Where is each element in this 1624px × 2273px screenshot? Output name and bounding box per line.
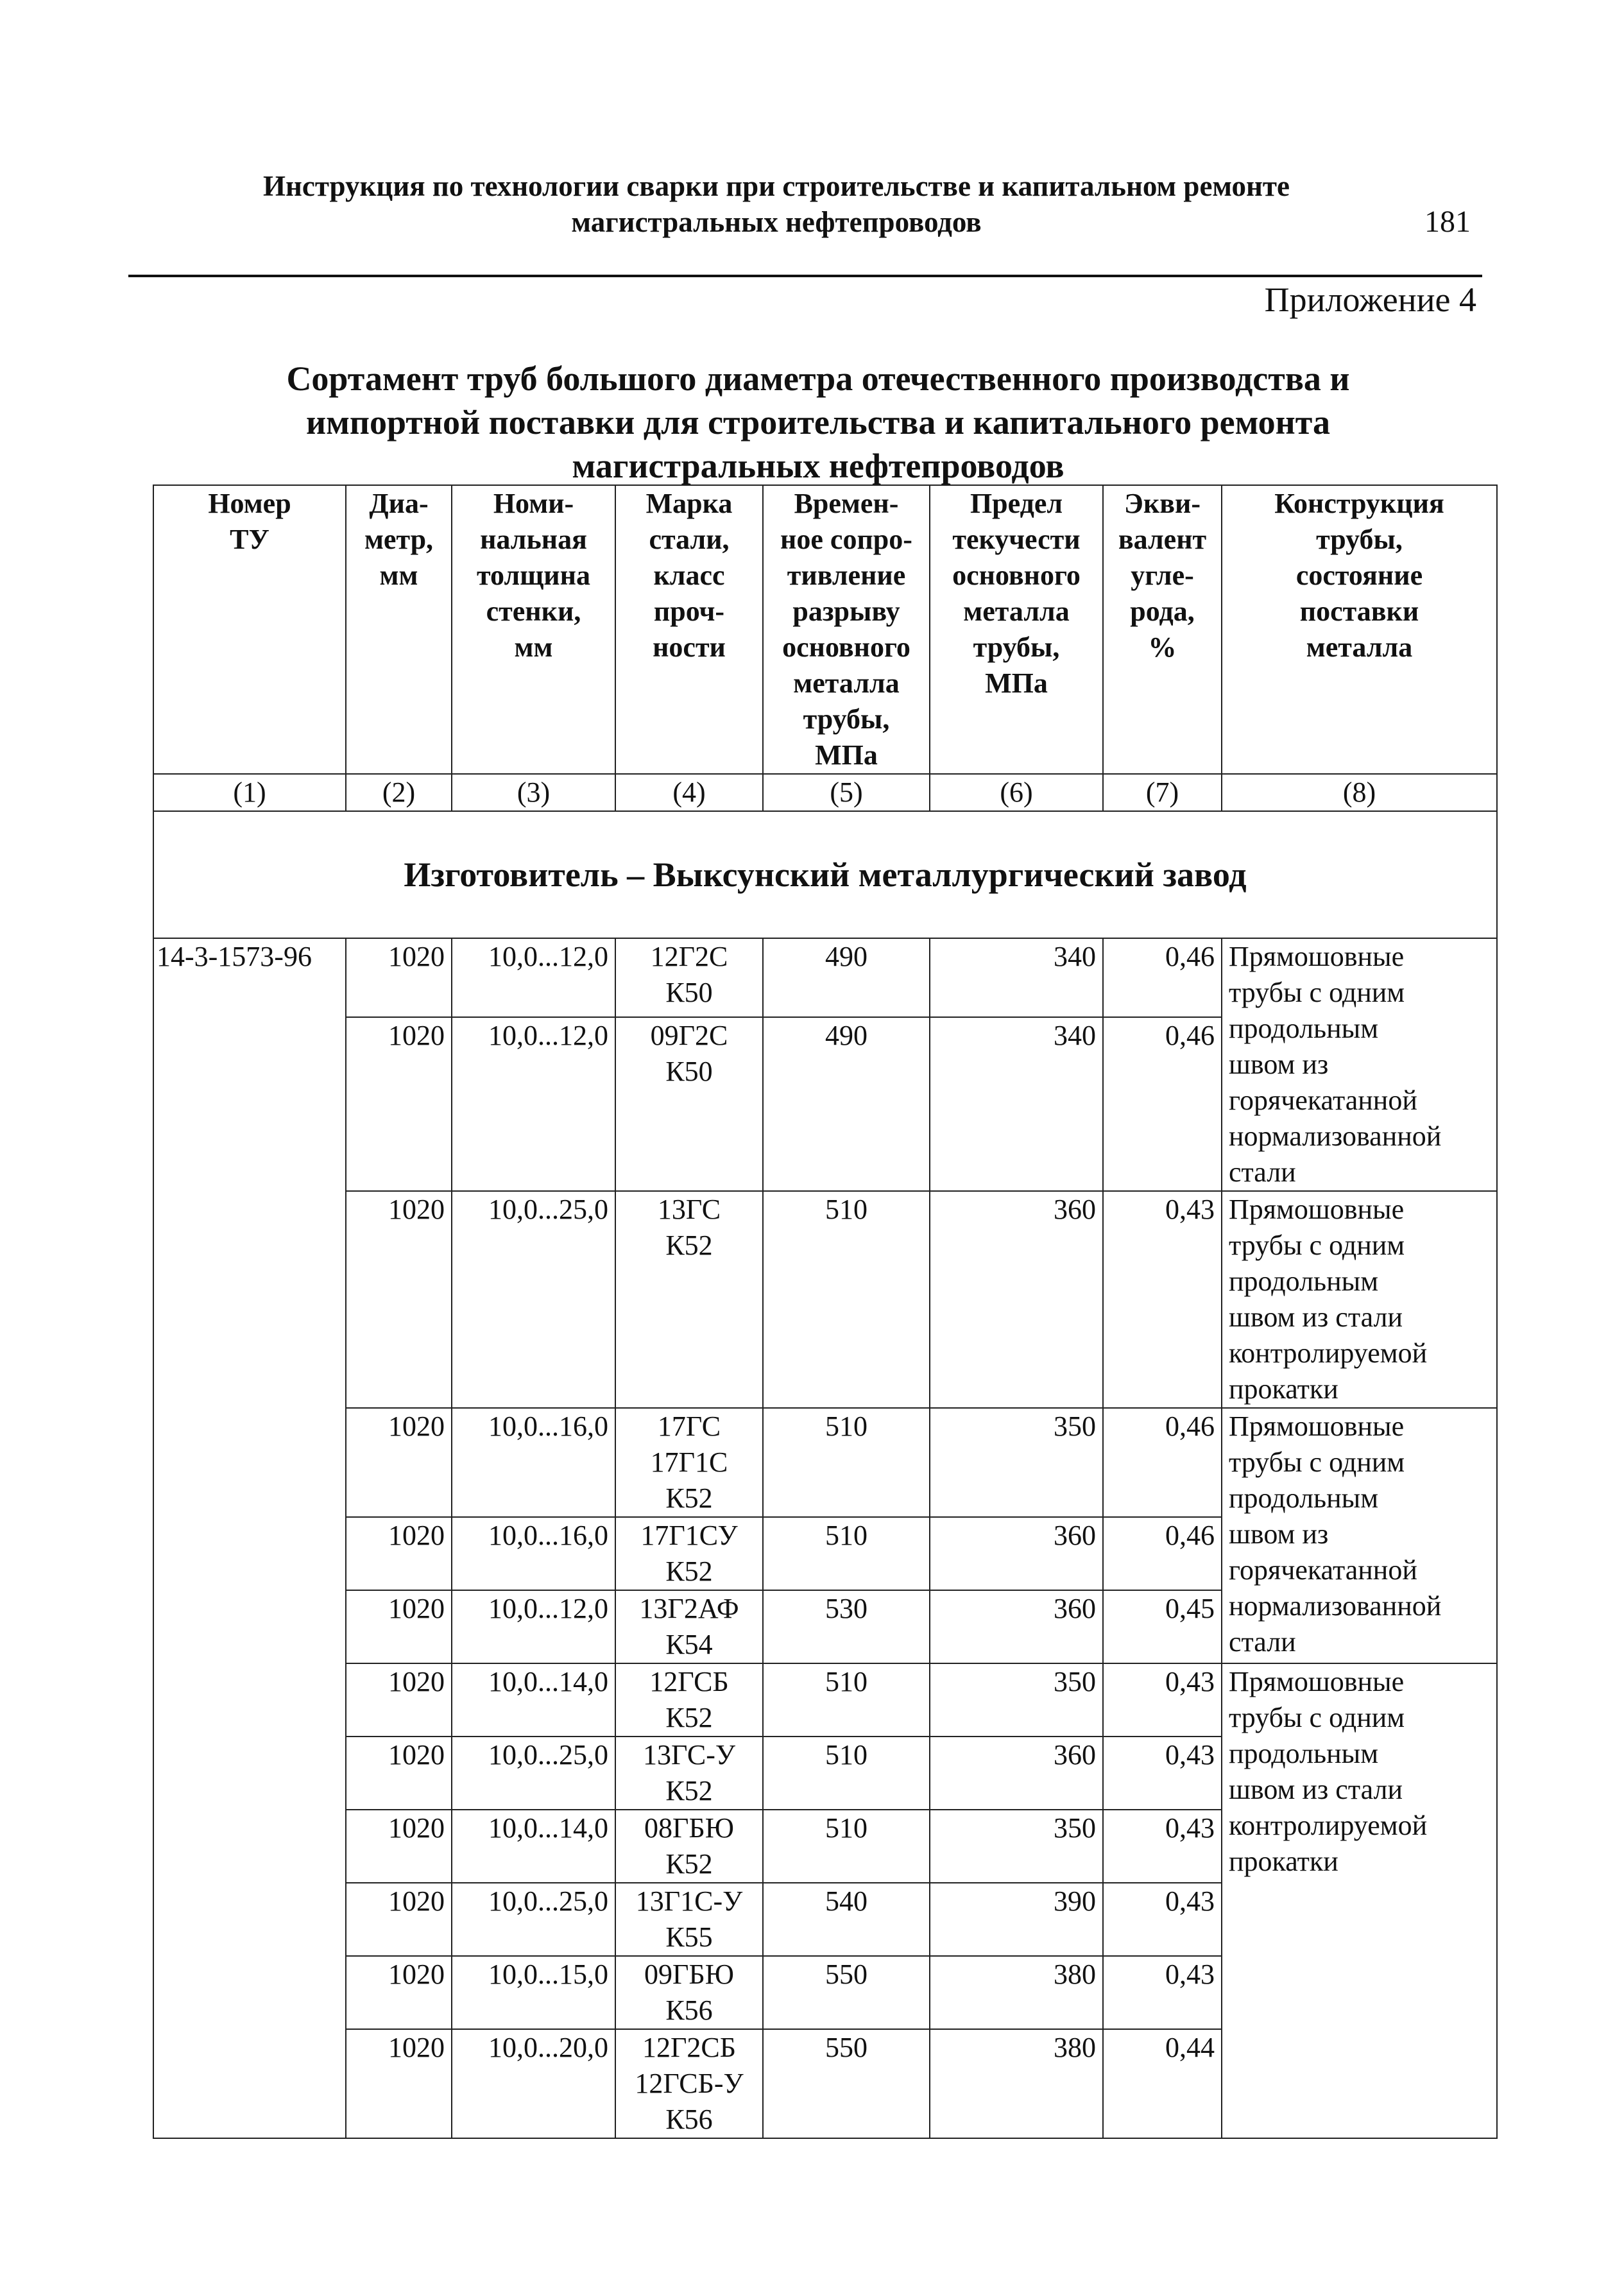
pipe-construction-line: трубы с одним — [1229, 1446, 1405, 1478]
running-header-line-1: Инструкция по технологии сварки при строительстве и капитальном ремонте — [262, 170, 1290, 202]
carbon-equivalent-cell: 0,43 — [1103, 1737, 1222, 1810]
thickness-cell: 10,0...12,0 — [452, 1590, 615, 1663]
yield-strength-cell: 360 — [930, 1737, 1103, 1810]
steel-grade-line: К50 — [665, 977, 713, 1008]
carbon-equivalent-cell: 0,43 — [1103, 1191, 1222, 1408]
thickness-cell: 10,0...25,0 — [452, 1883, 615, 1956]
pipe-construction-cell — [1222, 1408, 1497, 1663]
tu-number: 14-3-1573-96 — [153, 938, 346, 2138]
pipe-construction-line: стали — [1229, 1626, 1296, 1658]
pipe-construction-cell — [1222, 1191, 1497, 1408]
steel-grade-line: К55 — [665, 1921, 713, 1953]
steel-grade-cell — [615, 1408, 763, 1517]
pipe-construction-line: трубы с одним — [1229, 1702, 1405, 1733]
steel-grade-cell — [615, 1517, 763, 1590]
tensile-strength-cell: 550 — [763, 2029, 930, 2138]
page-number: 181 — [1424, 205, 1471, 239]
column-header-line: Номи- — [493, 488, 574, 519]
thickness-cell: 10,0...14,0 — [452, 1810, 615, 1883]
pipe-construction-line: продольным — [1229, 1482, 1379, 1514]
yield-strength-cell: 360 — [930, 1191, 1103, 1408]
table-body — [153, 938, 1497, 2138]
tensile-strength-cell: 510 — [763, 1663, 930, 1737]
column-header — [1222, 485, 1497, 774]
column-header-line: Диа- — [369, 488, 429, 519]
column-number: (3) — [452, 774, 615, 811]
column-header — [1103, 485, 1222, 774]
carbon-equivalent-cell: 0,46 — [1103, 1408, 1222, 1517]
diameter-cell: 1020 — [346, 1883, 452, 1956]
column-header — [763, 485, 930, 774]
column-header-line: основного — [952, 560, 1081, 591]
steel-grade-line: 12Г2С — [650, 941, 728, 972]
pipe-construction-line: швом из стали — [1229, 1301, 1403, 1333]
diameter-cell: 1020 — [346, 1590, 452, 1663]
column-header-line: метр, — [364, 524, 434, 555]
pipe-construction-line: горячекатанной — [1229, 1085, 1417, 1116]
table-row — [153, 938, 1497, 1017]
column-header-line: класс — [653, 560, 725, 591]
pipe-assortment-table — [153, 485, 1498, 2139]
pipe-construction-cell — [1222, 938, 1497, 1191]
tensile-strength-cell: 530 — [763, 1590, 930, 1663]
column-header-line: проч- — [653, 596, 725, 627]
pipe-construction-line: нормализованной — [1229, 1120, 1442, 1152]
column-header-line: тивление — [787, 560, 906, 591]
steel-grade-cell — [615, 1883, 763, 1956]
steel-grade-line: 12ГСБ-У — [635, 2068, 744, 2099]
steel-grade-cell — [615, 2029, 763, 2138]
carbon-equivalent-cell: 0,43 — [1103, 1883, 1222, 1956]
steel-grade-cell — [615, 1737, 763, 1810]
yield-strength-cell: 350 — [930, 1810, 1103, 1883]
column-header-line: нальная — [480, 524, 587, 555]
pipe-construction-line: контролируемой — [1229, 1337, 1428, 1369]
pipe-construction-line: швом из стали — [1229, 1774, 1403, 1805]
steel-grade-cell — [615, 1191, 763, 1408]
manufacturer-row — [153, 811, 1497, 938]
manufacturer-label: Изготовитель – Выксунский металлургический завод — [153, 811, 1497, 938]
document-title — [192, 357, 1444, 488]
yield-strength-cell: 360 — [930, 1517, 1103, 1590]
steel-grade-line: К52 — [665, 1556, 713, 1587]
pipe-construction-cell — [1222, 1663, 1497, 2138]
column-header-line: рода, — [1130, 596, 1195, 627]
thickness-cell: 10,0...25,0 — [452, 1737, 615, 1810]
steel-grade-line: К50 — [665, 1056, 713, 1088]
diameter-cell: 1020 — [346, 1017, 452, 1191]
carbon-equivalent-cell: 0,43 — [1103, 1663, 1222, 1737]
column-header-line: МПа — [815, 739, 878, 771]
column-number: (7) — [1103, 774, 1222, 811]
yield-strength-cell: 340 — [930, 1017, 1103, 1191]
column-header-line: угле- — [1131, 560, 1194, 591]
pipe-construction-line: стали — [1229, 1156, 1296, 1188]
column-header-line: металла — [793, 667, 900, 699]
diameter-cell: 1020 — [346, 1517, 452, 1590]
thickness-cell: 10,0...20,0 — [452, 2029, 615, 2138]
column-header-line: Номер — [208, 488, 291, 519]
column-header-line: трубы, — [803, 703, 890, 735]
column-header-line: МПа — [985, 667, 1048, 699]
steel-grade-line: 09ГБЮ — [644, 1959, 734, 1990]
tensile-strength-cell: 490 — [763, 938, 930, 1017]
carbon-equivalent-cell: 0,43 — [1103, 1956, 1222, 2029]
pipe-construction-line: продольным — [1229, 1738, 1379, 1769]
pipe-construction-line: Прямошовные — [1229, 941, 1405, 972]
column-header-line: поставки — [1299, 596, 1419, 627]
steel-grade-cell — [615, 1663, 763, 1737]
pipe-construction-line: Прямошовные — [1229, 1194, 1405, 1225]
running-header-line-2: магистральных нефтепроводов — [571, 206, 982, 238]
carbon-equivalent-cell: 0,46 — [1103, 1017, 1222, 1191]
thickness-cell: 10,0...25,0 — [452, 1191, 615, 1408]
column-number-row — [153, 774, 1497, 811]
column-header — [452, 485, 615, 774]
yield-strength-cell: 390 — [930, 1883, 1103, 1956]
pipe-construction-line: Прямошовные — [1229, 1411, 1405, 1442]
table-header-row — [153, 485, 1497, 774]
diameter-cell: 1020 — [346, 1663, 452, 1737]
tensile-strength-cell: 490 — [763, 1017, 930, 1191]
carbon-equivalent-cell: 0,44 — [1103, 2029, 1222, 2138]
column-header-line: стали, — [649, 524, 730, 555]
carbon-equivalent-cell: 0,46 — [1103, 938, 1222, 1017]
column-header-line: состояние — [1295, 560, 1423, 591]
thickness-cell: 10,0...12,0 — [452, 1017, 615, 1191]
column-header-line: валент — [1118, 524, 1207, 555]
column-header-line: разрыву — [792, 596, 900, 627]
steel-grade-line: 13ГС-У — [642, 1739, 735, 1771]
diameter-cell: 1020 — [346, 1810, 452, 1883]
steel-grade-line: К52 — [665, 1482, 713, 1514]
yield-strength-cell: 380 — [930, 1956, 1103, 2029]
yield-strength-cell: 350 — [930, 1663, 1103, 1737]
pipe-construction-line: швом из — [1229, 1049, 1329, 1080]
column-header-line: ное сопро- — [780, 524, 912, 555]
steel-grade-line: 17Г1С — [650, 1446, 728, 1478]
column-header-line: мм — [379, 560, 418, 591]
column-header-line: % — [1148, 631, 1177, 663]
carbon-equivalent-cell: 0,46 — [1103, 1517, 1222, 1590]
tensile-strength-cell: 550 — [763, 1956, 930, 2029]
carbon-equivalent-cell: 0,43 — [1103, 1810, 1222, 1883]
column-header-line: основного — [782, 631, 910, 663]
yield-strength-cell: 380 — [930, 2029, 1103, 2138]
header-divider — [128, 275, 1482, 277]
steel-grade-line: 13Г1С-У — [635, 1885, 743, 1917]
steel-grade-line: 08ГБЮ — [644, 1812, 734, 1844]
diameter-cell: 1020 — [346, 938, 452, 1017]
steel-grade-line: К56 — [665, 2104, 713, 2135]
steel-grade-line: 09Г2С — [650, 1020, 728, 1052]
pipe-construction-line: трубы с одним — [1229, 977, 1405, 1008]
steel-grade-line: 12ГСБ — [649, 1666, 729, 1697]
column-header-line: Конструкция — [1274, 488, 1444, 519]
column-header-line: стенки, — [486, 596, 581, 627]
thickness-cell: 10,0...14,0 — [452, 1663, 615, 1737]
column-header-line: мм — [514, 631, 553, 663]
document-title-line-1: Сортамент труб большого диаметра отечественного производства и — [286, 359, 1350, 398]
steel-grade-line: К54 — [665, 1629, 713, 1660]
pipe-construction-line: продольным — [1229, 1265, 1379, 1297]
steel-grade-cell — [615, 1017, 763, 1191]
column-header-line: толщина — [477, 560, 590, 591]
column-header — [346, 485, 452, 774]
table-row — [153, 1408, 1497, 1517]
column-header — [615, 485, 763, 774]
column-number: (5) — [763, 774, 930, 811]
steel-grade-cell — [615, 1590, 763, 1663]
thickness-cell: 10,0...16,0 — [452, 1517, 615, 1590]
pipe-construction-line: продольным — [1229, 1013, 1379, 1044]
tensile-strength-cell: 510 — [763, 1408, 930, 1517]
steel-grade-line: К52 — [665, 1775, 713, 1806]
pipe-construction-line: горячекатанной — [1229, 1554, 1417, 1586]
column-number: (8) — [1222, 774, 1497, 811]
table-row — [153, 1663, 1497, 1737]
steel-grade-line: 12Г2СБ — [642, 2032, 737, 2063]
tensile-strength-cell: 510 — [763, 1191, 930, 1408]
column-header-line: текучести — [952, 524, 1081, 555]
steel-grade-line: К56 — [665, 1994, 713, 2026]
running-header — [148, 168, 1405, 240]
pipe-construction-line: контролируемой — [1229, 1810, 1428, 1841]
diameter-cell: 1020 — [346, 1737, 452, 1810]
pipe-construction-line: Прямошовные — [1229, 1666, 1405, 1697]
diameter-cell: 1020 — [346, 1408, 452, 1517]
steel-grade-cell — [615, 1810, 763, 1883]
column-header — [930, 485, 1103, 774]
column-header-line: трубы, — [1316, 524, 1403, 555]
carbon-equivalent-cell: 0,45 — [1103, 1590, 1222, 1663]
column-number: (1) — [153, 774, 346, 811]
column-header — [153, 485, 346, 774]
diameter-cell: 1020 — [346, 1191, 452, 1408]
pipe-construction-line: прокатки — [1229, 1846, 1338, 1877]
document-title-line-3: магистральных нефтепроводов — [572, 447, 1064, 485]
thickness-cell: 10,0...16,0 — [452, 1408, 615, 1517]
column-number: (6) — [930, 774, 1103, 811]
tensile-strength-cell: 540 — [763, 1883, 930, 1956]
table-row — [153, 1191, 1497, 1408]
tensile-strength-cell: 510 — [763, 1737, 930, 1810]
pipe-construction-line: швом из — [1229, 1518, 1329, 1550]
steel-grade-line: К52 — [665, 1230, 713, 1261]
column-header-line: Предел — [970, 488, 1063, 519]
diameter-cell: 1020 — [346, 1956, 452, 2029]
steel-grade-line: 17Г1СУ — [640, 1520, 738, 1551]
column-header-line: Марка — [645, 488, 733, 519]
steel-grade-cell — [615, 938, 763, 1017]
yield-strength-cell: 350 — [930, 1408, 1103, 1517]
column-header-line: Времен- — [794, 488, 899, 519]
column-header-line: металла — [963, 596, 1070, 627]
yield-strength-cell: 340 — [930, 938, 1103, 1017]
column-header-line: металла — [1306, 631, 1413, 663]
column-number: (2) — [346, 774, 452, 811]
steel-grade-line: К52 — [665, 1848, 713, 1880]
column-header-line: ТУ — [230, 524, 269, 555]
tensile-strength-cell: 510 — [763, 1517, 930, 1590]
column-number: (4) — [615, 774, 763, 811]
pipe-construction-line: нормализованной — [1229, 1590, 1442, 1622]
steel-grade-line: 13Г2АФ — [639, 1593, 739, 1624]
steel-grade-line: К52 — [665, 1702, 713, 1733]
yield-strength-cell: 360 — [930, 1590, 1103, 1663]
pipe-construction-line: трубы с одним — [1229, 1230, 1405, 1261]
thickness-cell: 10,0...15,0 — [452, 1956, 615, 2029]
column-header-line: ности — [653, 631, 726, 663]
pipe-construction-line: прокатки — [1229, 1373, 1338, 1405]
steel-grade-line: 17ГС — [657, 1411, 721, 1442]
steel-grade-line: 13ГС — [657, 1194, 721, 1225]
column-header-line: трубы, — [973, 631, 1060, 663]
diameter-cell: 1020 — [346, 2029, 452, 2138]
thickness-cell: 10,0...12,0 — [452, 938, 615, 1017]
tensile-strength-cell: 510 — [763, 1810, 930, 1883]
column-header-line: Экви- — [1124, 488, 1201, 519]
steel-grade-cell — [615, 1956, 763, 2029]
appendix-label: Приложение 4 — [1264, 280, 1476, 319]
document-title-line-2: импортной поставки для строительства и капитального ремонта — [306, 403, 1330, 442]
